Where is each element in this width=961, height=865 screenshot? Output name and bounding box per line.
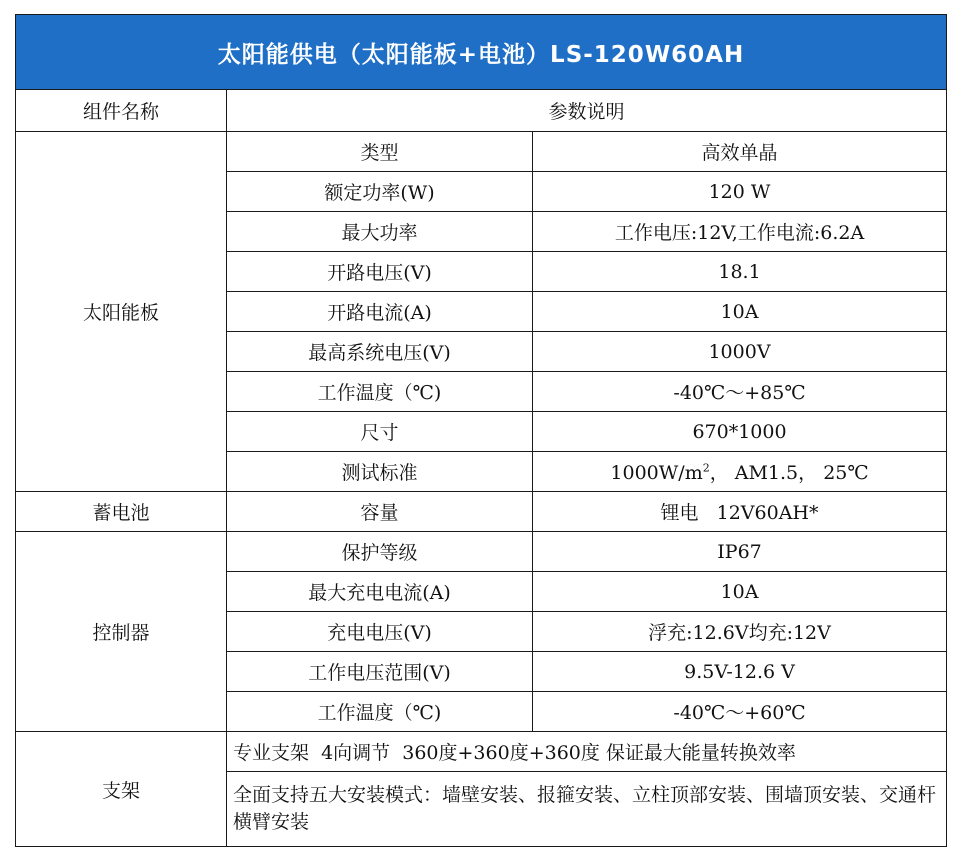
param-label: 最大充电电流(A) [227, 572, 533, 612]
param-value: 浮充:12.6V均充:12V [533, 612, 947, 652]
group-controller: 控制器 [16, 532, 227, 732]
bracket-line-1: 专业支架 4向调节 360度+360度+360度 保证最大能量转换效率 [227, 732, 947, 772]
param-label: 充电电压(V) [227, 612, 533, 652]
param-value: 18.1 [533, 252, 947, 292]
param-label: 工作温度（℃) [227, 692, 533, 732]
param-label: 最大功率 [227, 212, 533, 252]
table-row [16, 732, 947, 772]
param-value: 9.5V-12.6 V [533, 652, 947, 692]
group-bracket: 支架 [16, 732, 227, 847]
param-value: -40℃～+60℃ [533, 692, 947, 732]
param-value: 120 W [533, 172, 947, 212]
param-label: 最高系统电压(V) [227, 332, 533, 372]
param-value: IP67 [533, 532, 947, 572]
param-label: 工作电压范围(V) [227, 652, 533, 692]
param-value: 工作电压:12V,工作电流:6.2A [533, 212, 947, 252]
param-label: 开路电压(V) [227, 252, 533, 292]
test-standard-suffix: ， AM1.5， 25℃ [709, 462, 869, 484]
header-component: 组件名称 [16, 90, 227, 132]
param-value: 高效单晶 [533, 132, 947, 172]
param-value [533, 452, 947, 492]
param-value: -40℃～+85℃ [533, 372, 947, 412]
test-standard-value: 1000W/m [610, 462, 703, 484]
param-label: 保护等级 [227, 532, 533, 572]
param-value: 1000V [533, 332, 947, 372]
table-row [16, 532, 947, 572]
param-label: 尺寸 [227, 412, 533, 452]
param-value: 10A [533, 572, 947, 612]
header-params: 参数说明 [227, 90, 947, 132]
group-battery: 蓄电池 [16, 492, 227, 532]
param-label: 类型 [227, 132, 533, 172]
table-row [16, 492, 947, 532]
param-value: 锂电 12V60AH* [533, 492, 947, 532]
table-title: 太阳能供电（太阳能板+电池）LS-120W60AH [16, 15, 947, 90]
param-label: 开路电流(A) [227, 292, 533, 332]
param-value: 670*1000 [533, 412, 947, 452]
table-row [16, 132, 947, 172]
param-label: 测试标准 [227, 452, 533, 492]
param-label: 额定功率(W) [227, 172, 533, 212]
spec-table [15, 14, 947, 847]
group-solar-panel: 太阳能板 [16, 132, 227, 492]
param-value: 10A [533, 292, 947, 332]
superscript: 2 [702, 461, 710, 475]
param-label: 容量 [227, 492, 533, 532]
param-label: 工作温度（℃) [227, 372, 533, 412]
bracket-line-2: 全面支持五大安装模式：墙壁安装、报箍安装、立柱顶部安装、围墙顶安装、交通杆横臂安装 [227, 772, 947, 847]
